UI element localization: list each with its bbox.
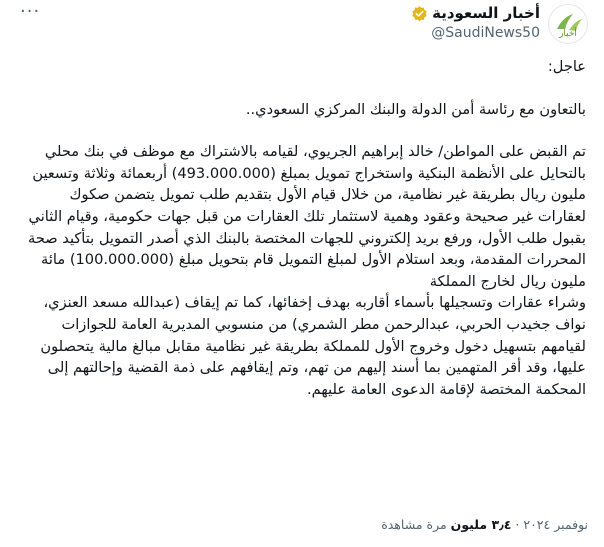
svg-text:أخبار: أخبار [559,29,577,39]
display-name[interactable]: أخبار السعودية [432,4,540,22]
tweet-paragraph-details: تم القبض على المواطن/ خالد إبراهيم الجريوي، لقيامه بالاشتراك مع موظف في بنك محلي بالتحايل على الأنظمة البنكية واستخراج تمويل بمبلغ (493.000.000) أربعمائة وثلاثة وتسعين مليون ريال بطريقة غير نظامية، من خلال قيام الأول بتقديم طلب تمويل يتضمن صكوك لعقارات غير صحيحة وعقود وهمية لاستثمار تلك العقارات من قبل جهات حكومية، وقيام الثاني بقبول طلب الأول، ورفع بريد إلكتروني للجهات المختصة بالبنك الذي أصدر التمويل بتأكيد صحة المحررات المقدمة، وبعد استلام الأول لمبلغ التمويل قام بتحويل مبلغ (100.000.000) مائة مليون ريال لخارج المملكة [28,143,586,290]
tweet-paragraph-intro: بالتعاون مع رئاسة أمن الدولة والبنك المركزي السعودي.. [245,100,586,118]
saudi-news-logo-icon [549,5,587,43]
author-handle[interactable]: @SaudiNews50 [431,25,540,41]
views-label: مرة مشاهدة [381,517,447,532]
tweet-header [0,0,604,48]
author-name-line [411,3,540,23]
tweet-text [18,56,586,400]
views-count: ٣٫٤ مليون [450,517,512,532]
more-options-button[interactable]: ··· [20,1,41,22]
tweet-date[interactable]: نوفمبر ٢٠٢٤ [523,517,588,532]
tweet-meta [0,516,588,534]
avatar[interactable] [548,4,588,44]
tweet-paragraph-arrests: وشراء عقارات وتسجيلها بأسماء أقاربه بهدف إخفائها، كما تم إيقاف (عبدالله مسعد العنزي، نواف جخيدب الحربي، عبدالرحمن مطر الشمري) من منسوبي المديرية العامة للجوازات لقيامهم بتسهيل دخول وخروج الأول للمملكة بطريقة غير نظامية مقابل مبالغ مالية يتحصلون عليها، وقد أقر المتهمين بما أسند إليهم من تهم، وتم إيقافهم على ذمة القضية وإحالتهم إلى المحكمة المختصة لإقامة الدعوى العامة عليهم. [40,294,586,398]
tweet-paragraph-urgent: عاجل: [547,58,586,75]
verified-badge-icon [411,5,428,22]
meta-separator: · [515,517,520,532]
